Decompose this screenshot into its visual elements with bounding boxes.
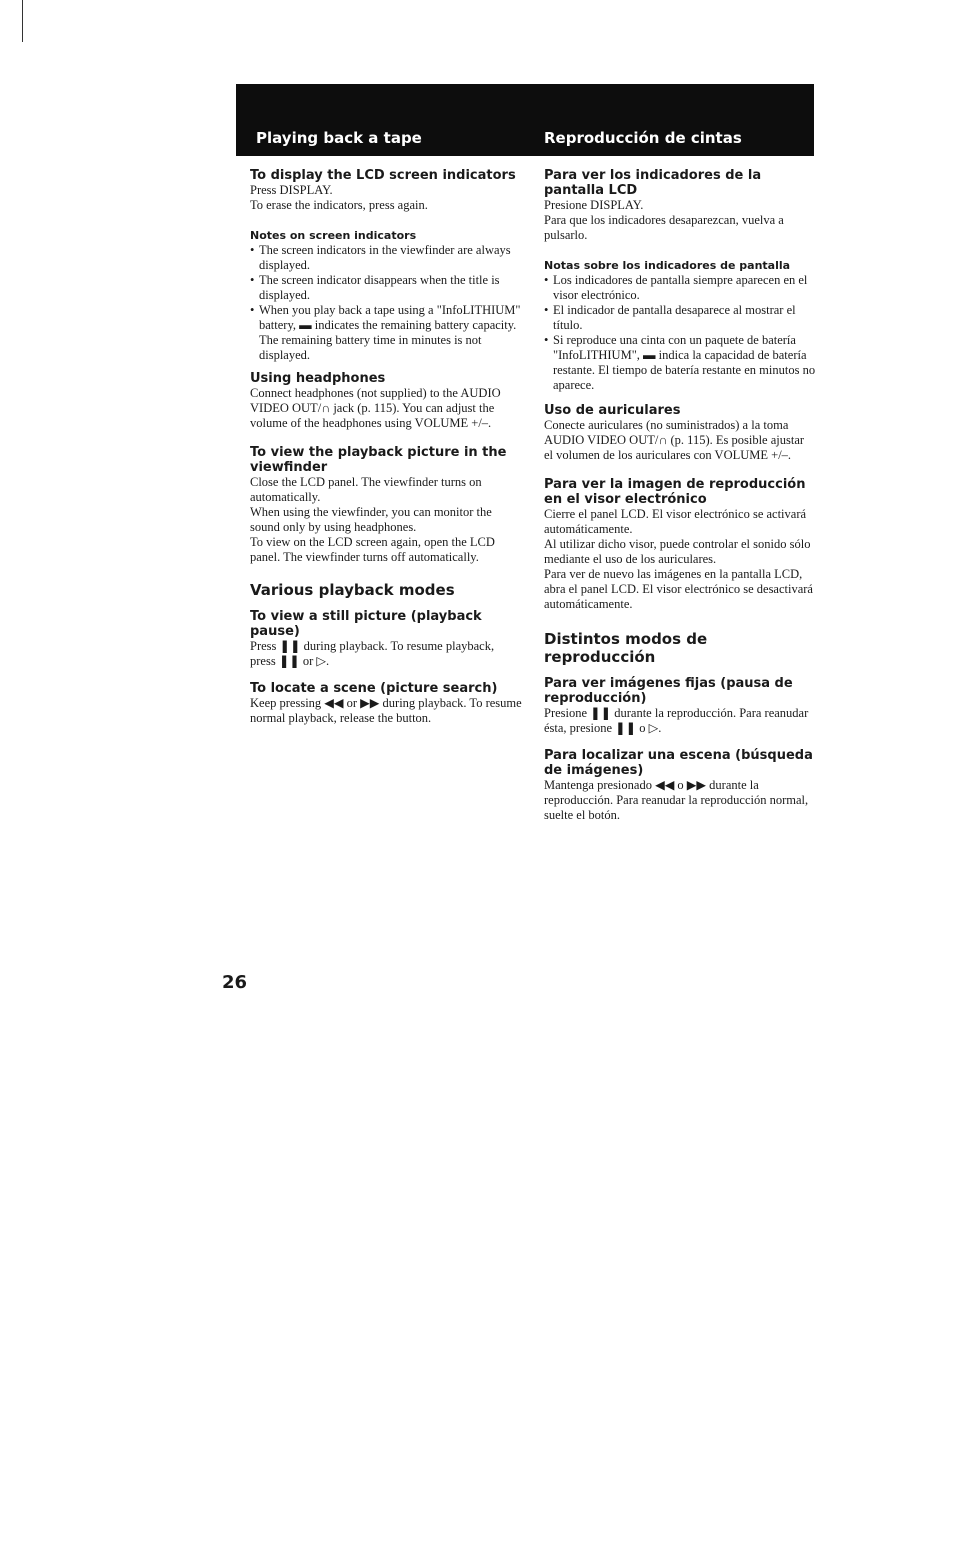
modes-heading: Distintos modos de reproducción	[544, 630, 708, 666]
list-item: • When you play back a tape using a "InfoLITHIUM" battery, ▬ indicates the remaining battery capacity. The remaining battery time in minutes is not displayed.	[250, 303, 522, 363]
still-heading: Para ver imágenes fijas (pausa de reproducción)	[544, 676, 793, 706]
notes-list	[544, 273, 816, 393]
notes-heading: Notes on screen indicators	[250, 229, 417, 242]
viewfinder-line: Cierre el panel LCD. El visor electrónico se activará automáticamente.	[544, 507, 807, 536]
modes-heading: Various playback modes	[250, 581, 455, 599]
list-item: • Los indicadores de pantalla siempre aparecen en el visor electrónico.	[544, 273, 816, 303]
viewfinder-line: Al utilizar dicho visor, puede controlar el sonido sólo mediante el uso de los auriculares.	[544, 537, 811, 566]
search-text: Mantenga presionado ◀◀ o ▶▶ durante la reproducción. Para reanudar la reproducción normal, suelte el botón.	[544, 778, 809, 822]
lcd-heading: Para ver los indicadores de la pantalla LCD	[544, 168, 762, 198]
english-column	[250, 168, 522, 726]
viewfinder-heading: Para ver la imagen de reproducción en el visor electrónico	[544, 477, 806, 507]
list-item: • The screen indicators in the viewfinder are always displayed.	[250, 243, 522, 273]
lcd-heading: To display the LCD screen indicators	[250, 168, 516, 183]
viewfinder-line: To view on the LCD screen again, open the LCD panel. The viewfinder turns off automatically.	[250, 535, 495, 564]
list-item: • Si reproduce una cinta con un paquete de batería "InfoLITHIUM", ▬ indica la capacidad de batería restante. El tiempo de batería restante en minutos no aparece.	[544, 333, 816, 393]
viewfinder-heading: To view the playback picture in the viewfinder	[250, 445, 507, 475]
headphones-heading: Using headphones	[250, 371, 386, 386]
notes-list	[250, 243, 522, 363]
list-item: • El indicador de pantalla desaparece al mostrar el título.	[544, 303, 816, 333]
still-text: Press ❚❚ during playback. To resume playback, press ❚❚ or ▷.	[250, 639, 495, 668]
notes-heading: Notas sobre los indicadores de pantalla	[544, 259, 791, 272]
headphones-text: Connect headphones (not supplied) to the AUDIO VIDEO OUT/∩ jack (p. 115). You can adjust the volume of the headphones using VOLUME +/–.	[250, 386, 501, 430]
lcd-line: Presione DISPLAY.	[544, 198, 644, 212]
section-title-en: Playing back a tape	[256, 129, 422, 147]
headphones-heading: Uso de auriculares	[544, 403, 681, 418]
section-title-es: Reproducción de cintas	[544, 129, 742, 147]
still-text: Presione ❚❚ durante la reproducción. Para reanudar ésta, presione ❚❚ o ▷.	[544, 706, 809, 735]
spanish-column	[544, 168, 816, 823]
lcd-line: Press DISPLAY.	[250, 183, 333, 197]
viewfinder-line: Para ver de nuevo las imágenes en la pantalla LCD, abra el panel LCD. El visor electrónico se desactivará automáticamente.	[544, 567, 813, 611]
viewfinder-line: Close the LCD panel. The viewfinder turns on automatically.	[250, 475, 482, 504]
search-heading: To locate a scene (picture search)	[250, 681, 498, 696]
headphones-text: Conecte auriculares (no suministrados) a la toma AUDIO VIDEO OUT/∩ (p. 115). Es posible ajustar el volumen de los auriculares con VOLUME +/–.	[544, 418, 805, 462]
page-number: 26	[222, 972, 248, 993]
lcd-line: To erase the indicators, press again.	[250, 198, 428, 212]
still-heading: To view a still picture (playback pause)	[250, 609, 482, 639]
list-item: • The screen indicator disappears when the title is displayed.	[250, 273, 522, 303]
search-heading: Para localizar una escena (búsqueda de imágenes)	[544, 748, 813, 778]
viewfinder-line: When using the viewfinder, you can monitor the sound only by using headphones.	[250, 505, 492, 534]
search-text: Keep pressing ◀◀ or ▶▶ during playback. To resume normal playback, release the button.	[250, 696, 522, 725]
lcd-line: Para que los indicadores desaparezcan, vuelva a pulsarlo.	[544, 213, 784, 242]
scan-edge-line	[22, 0, 23, 42]
